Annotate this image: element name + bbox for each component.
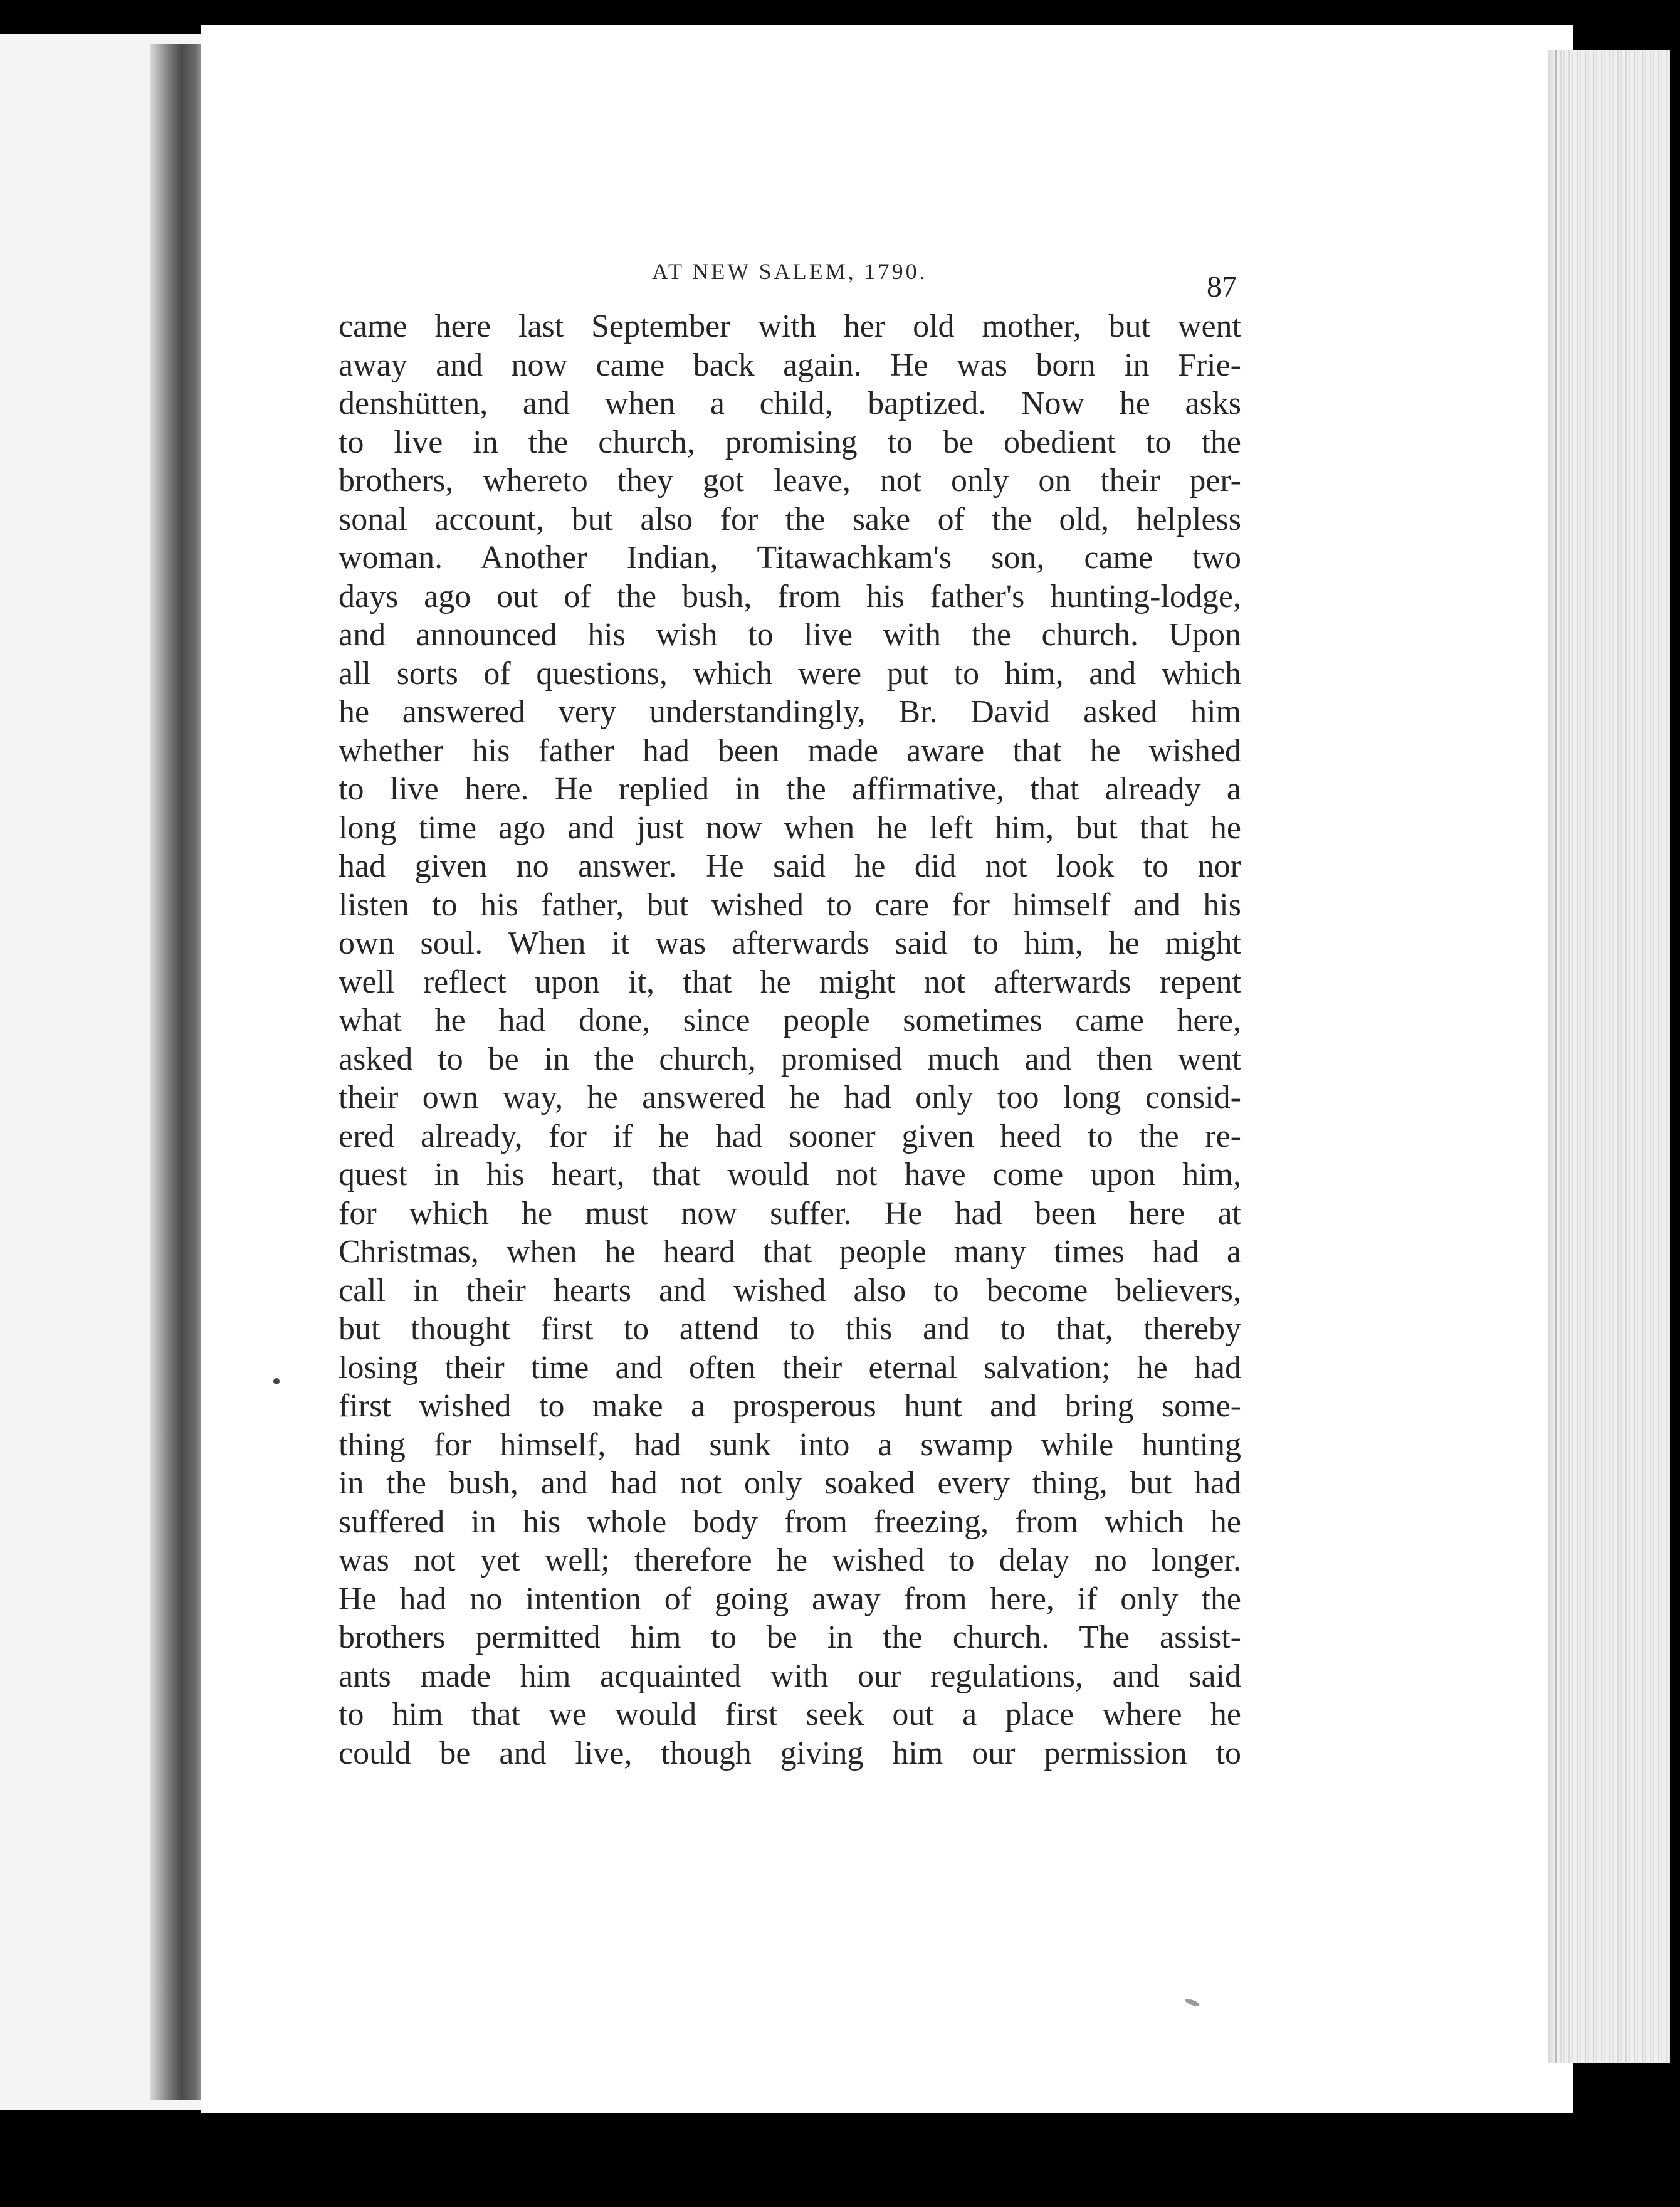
text-line: he answered very understandingly, Br. David asked him	[339, 694, 1241, 730]
text-line: to live here. He replied in the affirmative, that already a	[339, 771, 1241, 807]
text-line: call in their hearts and wished also to become believers,	[339, 1272, 1241, 1309]
text-line: listen to his father, but wished to care for himself and his	[339, 887, 1241, 923]
text-line: and announced his wish to live with the church. Upon	[339, 617, 1241, 653]
text-line: long time ago and just now when he left him, but that he	[339, 809, 1241, 846]
text-line: but thought first to attend to this and to that, thereby	[339, 1311, 1241, 1347]
text-line: own soul. When it was afterwards said to him, he might	[339, 925, 1241, 961]
text-line: to him that we would first seek out a place where he	[339, 1697, 1241, 1732]
text-line: all sorts of questions, which were put to him, and which	[339, 655, 1241, 692]
text-line: had given no answer. He said he did not look to nor	[339, 848, 1241, 884]
text-line: sonal account, but also for the sake of the old, helpless	[339, 501, 1241, 537]
page-edge-stack	[1555, 50, 1670, 2063]
text-line: to live in the church, promising to be obedient to the	[339, 424, 1241, 460]
text-line: asked to be in the church, promised much and then went	[339, 1041, 1241, 1077]
text-line: first wished to make a prosperous hunt and bring some-	[339, 1388, 1241, 1424]
text-line: brothers, whereto they got leave, not only on their per-	[339, 463, 1241, 498]
running-head: AT NEW SALEM, 1790.	[652, 259, 928, 284]
page-number: 87	[1207, 270, 1237, 303]
text-line: denshütten, and when a child, baptized. Now he asks	[339, 386, 1241, 421]
text-line: was not yet well; therefore he wished to delay no longer.	[339, 1542, 1241, 1578]
text-line: ered already, for if he had sooner given heed to the re-	[339, 1118, 1241, 1154]
text-line: their own way, he answered he had only too long consid-	[339, 1080, 1241, 1115]
text-line: woman. Another Indian, Titawachkam's son, came two	[339, 540, 1241, 576]
text-line: well reflect upon it, that he might not afterwards repent	[339, 964, 1241, 1000]
text-line: suffered in his whole body from freezing, from which he	[339, 1504, 1241, 1540]
text-line: came here last September with her old mother, but went	[339, 308, 1241, 344]
text-line: days ago out of the bush, from his father's hunting-lodge,	[339, 578, 1241, 614]
text-line: ants made him acquainted with our regulations, and said	[339, 1658, 1241, 1694]
book-gutter	[150, 44, 207, 2100]
text-line: thing for himself, had sunk into a swamp while hunting	[339, 1426, 1241, 1463]
text-line: whether his father had been made aware that he wished	[339, 732, 1241, 769]
text-line: He had no intention of going away from here, if only the	[339, 1581, 1241, 1617]
text-line: Christmas, when he heard that people many times had a	[339, 1234, 1241, 1270]
text-line: what he had done, since people sometimes came here,	[339, 1003, 1241, 1038]
text-line: away and now came back again. He was born in Frie-	[339, 347, 1241, 383]
text-line: brothers permitted him to be in the church. The assist-	[339, 1620, 1241, 1655]
text-line: for which he must now suffer. He had been here at	[339, 1195, 1241, 1231]
text-line: losing their time and often their eternal salvation; he had	[339, 1349, 1241, 1386]
body-text	[339, 307, 1241, 1772]
text-line: in the bush, and had not only soaked every thing, but had	[339, 1465, 1241, 1501]
margin-mark	[273, 1378, 280, 1384]
text-line: could be and live, though giving him our permission to	[339, 1735, 1241, 1771]
text-line: quest in his heart, that would not have come upon him,	[339, 1157, 1241, 1193]
